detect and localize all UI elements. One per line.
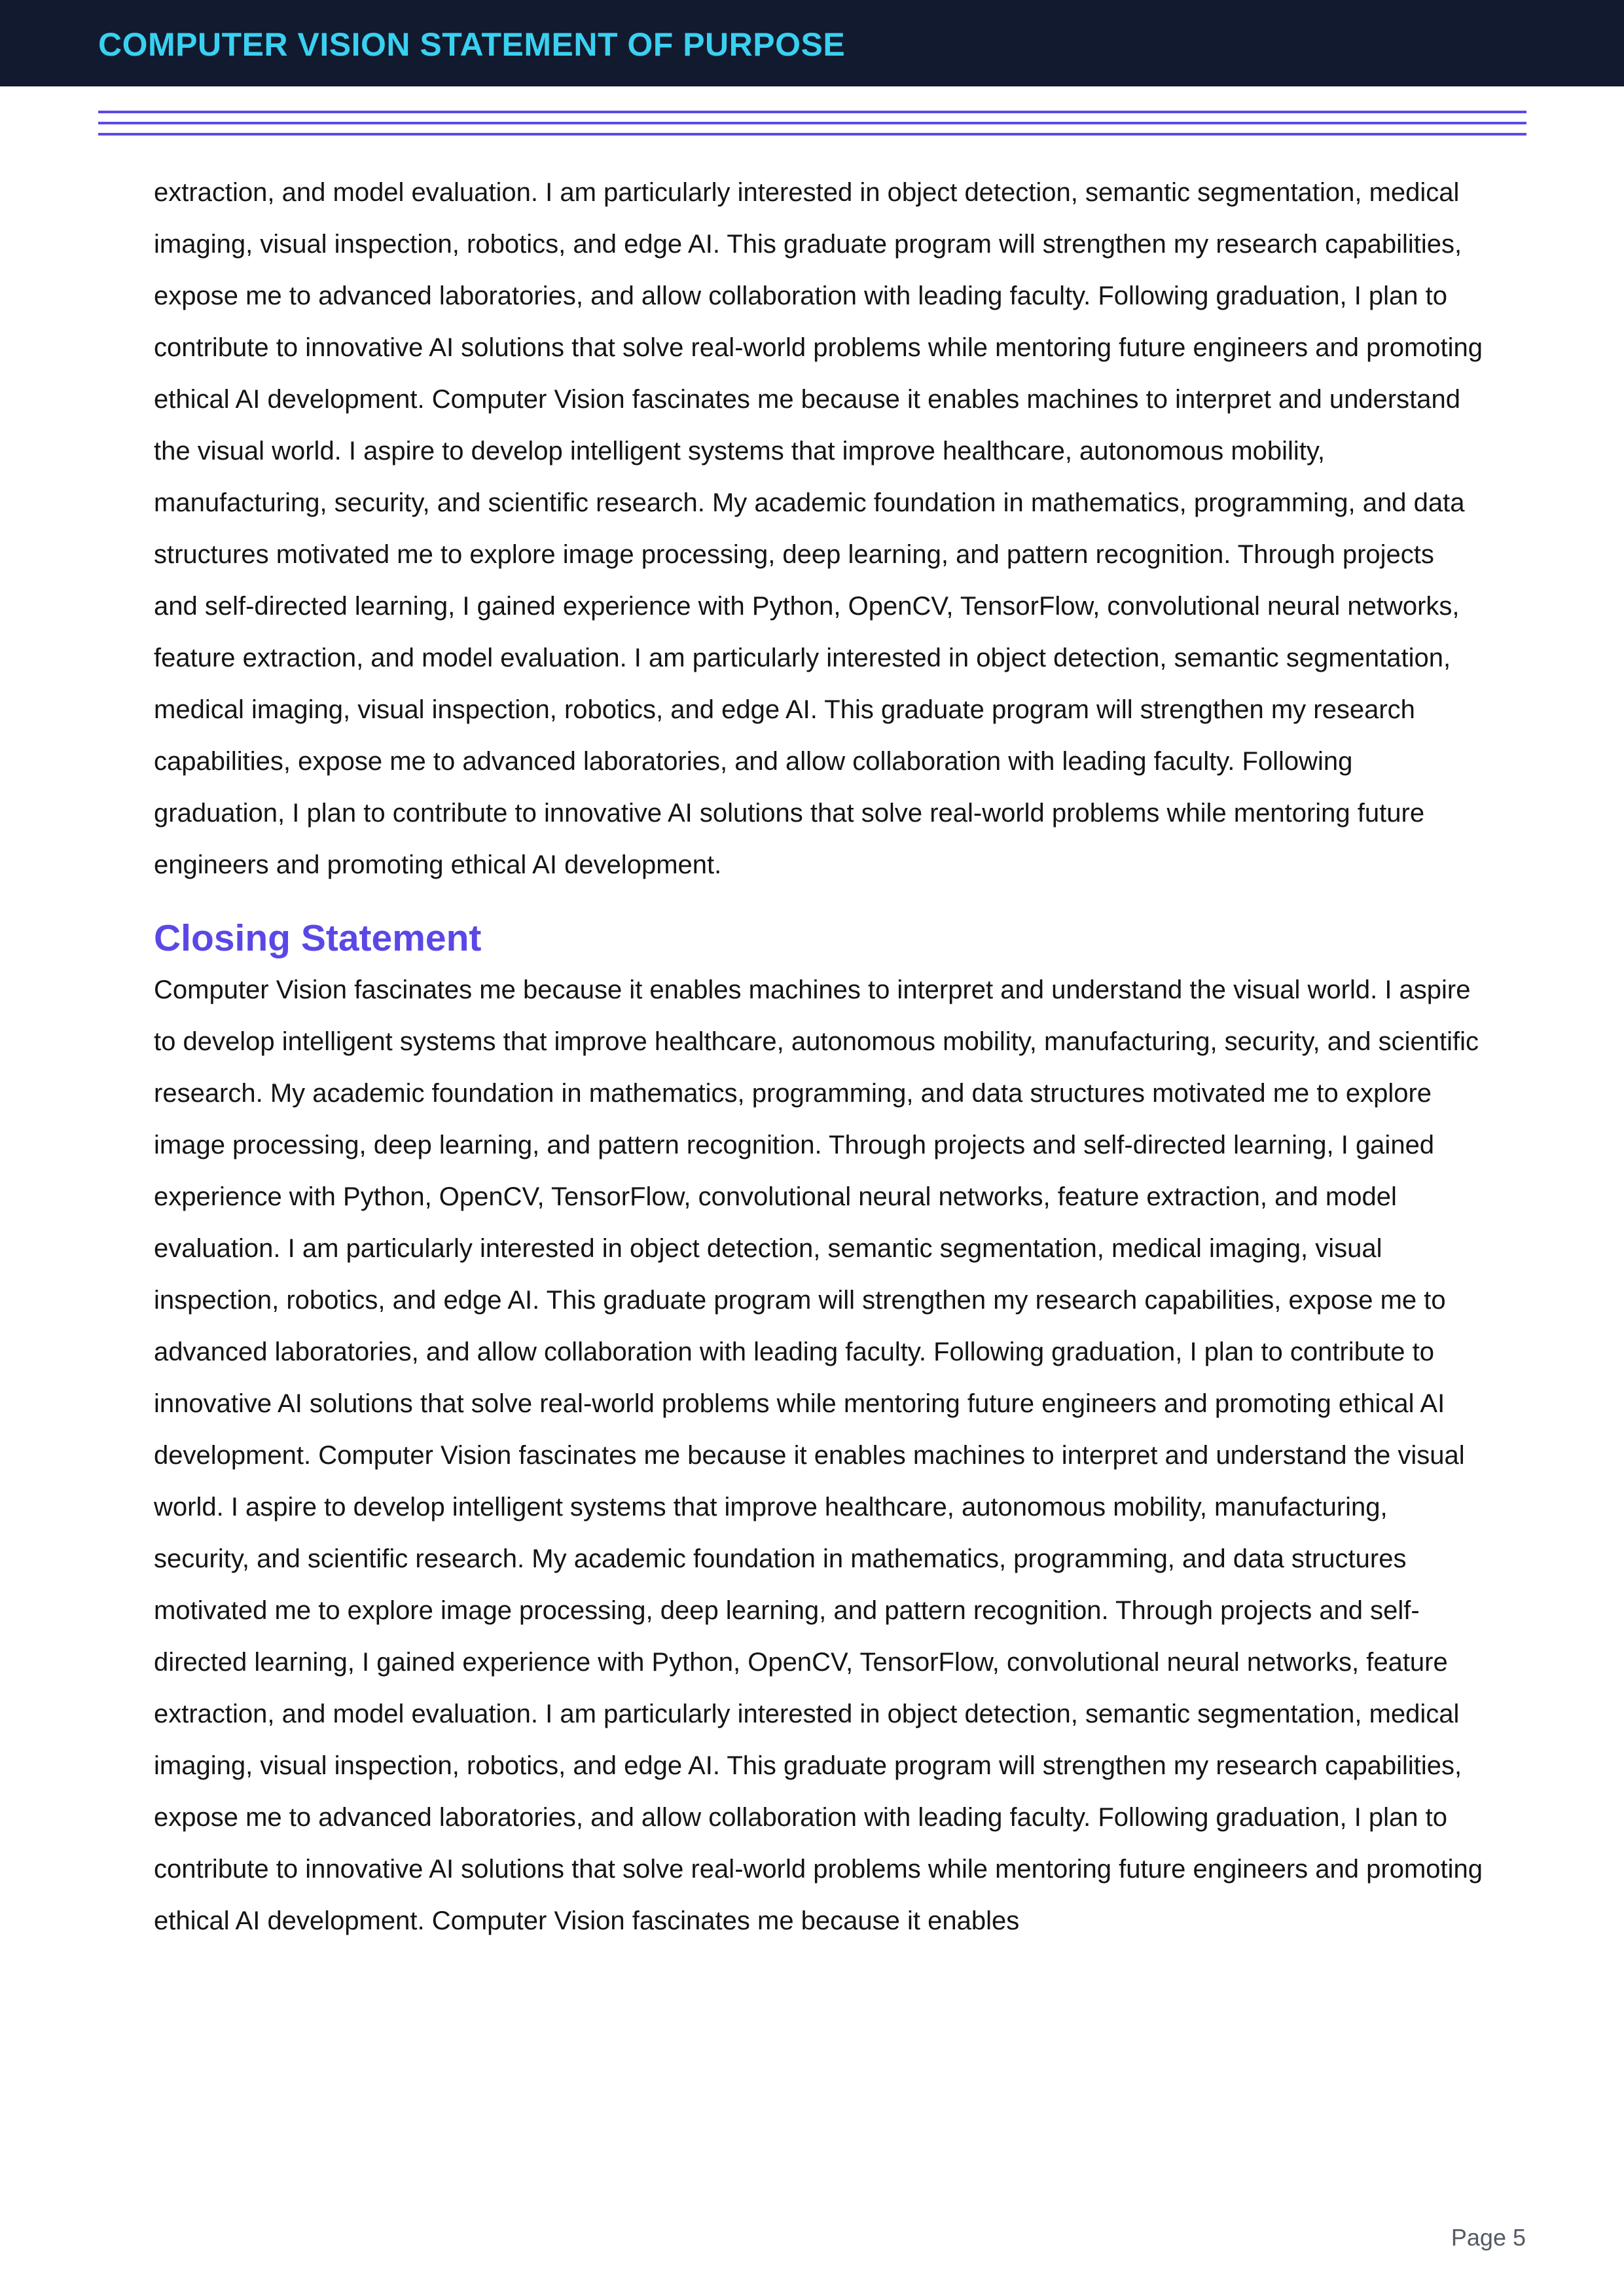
- section-heading-closing-statement: Closing Statement: [154, 917, 482, 959]
- header-divider-line: [98, 111, 1526, 113]
- header-band: [0, 0, 1624, 86]
- document-body: [154, 167, 1483, 1947]
- header-divider-line: [98, 133, 1526, 136]
- header-divider-line: [98, 122, 1526, 124]
- document-title: COMPUTER VISION STATEMENT OF PURPOSE: [98, 26, 846, 63]
- body-paragraph: Computer Vision fascinates me because it enables machines to interpret and understand the visual world. I aspire to develop intelligent systems that improve healthcare, autonomous mobility, manufacturing, security, and scientific research. My academic foundation in mathematics, programming, and data structures motivated me to explore image processing, deep learning, and pattern recognition. Through projects and self-directed learning, I gained experience with Python, OpenCV, TensorFlow, convolutional neural networks, feature extraction, and model evaluation. I am particularly interested in object detection, semantic segmentation, medical imaging, visual inspection, robotics, and edge AI. This graduate program will strengthen my research capabilities, expose me to advanced laboratories, and allow collaboration with leading faculty. Following graduation, I plan to contribute to innovative AI solutions that solve real-world problems while mentoring future engineers and promoting ethical AI development. Computer Vision fascinates me because it enables machines to interpret and understand the visual world. I aspire to develop intelligent systems that improve healthcare, autonomous mobility, manufacturing, security, and scientific research. My academic foundation in mathematics, programming, and data structures motivated me to explore image processing, deep learning, and pattern recognition. Through projects and self-directed learning, I gained experience with Python, OpenCV, TensorFlow, convolutional neural networks, feature extraction, and model evaluation. I am particularly interested in object detection, semantic segmentation, medical imaging, visual inspection, robotics, and edge AI. This graduate program will strengthen my research capabilities, expose me to advanced laboratories, and allow collaboration with leading faculty. Following graduation, I plan to contribute to innovative AI solutions that solve real-world problems while mentoring future engineers and promoting ethical AI development. Computer Vision fascinates me because it enables: [154, 975, 1483, 1935]
- body-paragraph: extraction, and model evaluation. I am particularly interested in object detection, semantic segmentation, medical imaging, visual inspection, robotics, and edge AI. This graduate program will strengthen my research capabilities, expose me to advanced laboratories, and allow collaboration with leading faculty. Following graduation, I plan to contribute to innovative AI solutions that solve real-world problems while mentoring future engineers and promoting ethical AI development. Computer Vision fascinates me because it enables machines to interpret and understand the visual world. I aspire to develop intelligent systems that improve healthcare, autonomous mobility, manufacturing, security, and scientific research. My academic foundation in mathematics, programming, and data structures motivated me to explore image processing, deep learning, and pattern recognition. Through projects and self-directed learning, I gained experience with Python, OpenCV, TensorFlow, convolutional neural networks, feature extraction, and model evaluation. I am particularly interested in object detection, semantic segmentation, medical imaging, visual inspection, robotics, and edge AI. This graduate program will strengthen my research capabilities, expose me to advanced laboratories, and allow collaboration with leading faculty. Following graduation, I plan to contribute to innovative AI solutions that solve real-world problems while mentoring future engineers and promoting ethical AI development.: [154, 178, 1483, 879]
- page-number: Page 5: [1451, 2224, 1526, 2251]
